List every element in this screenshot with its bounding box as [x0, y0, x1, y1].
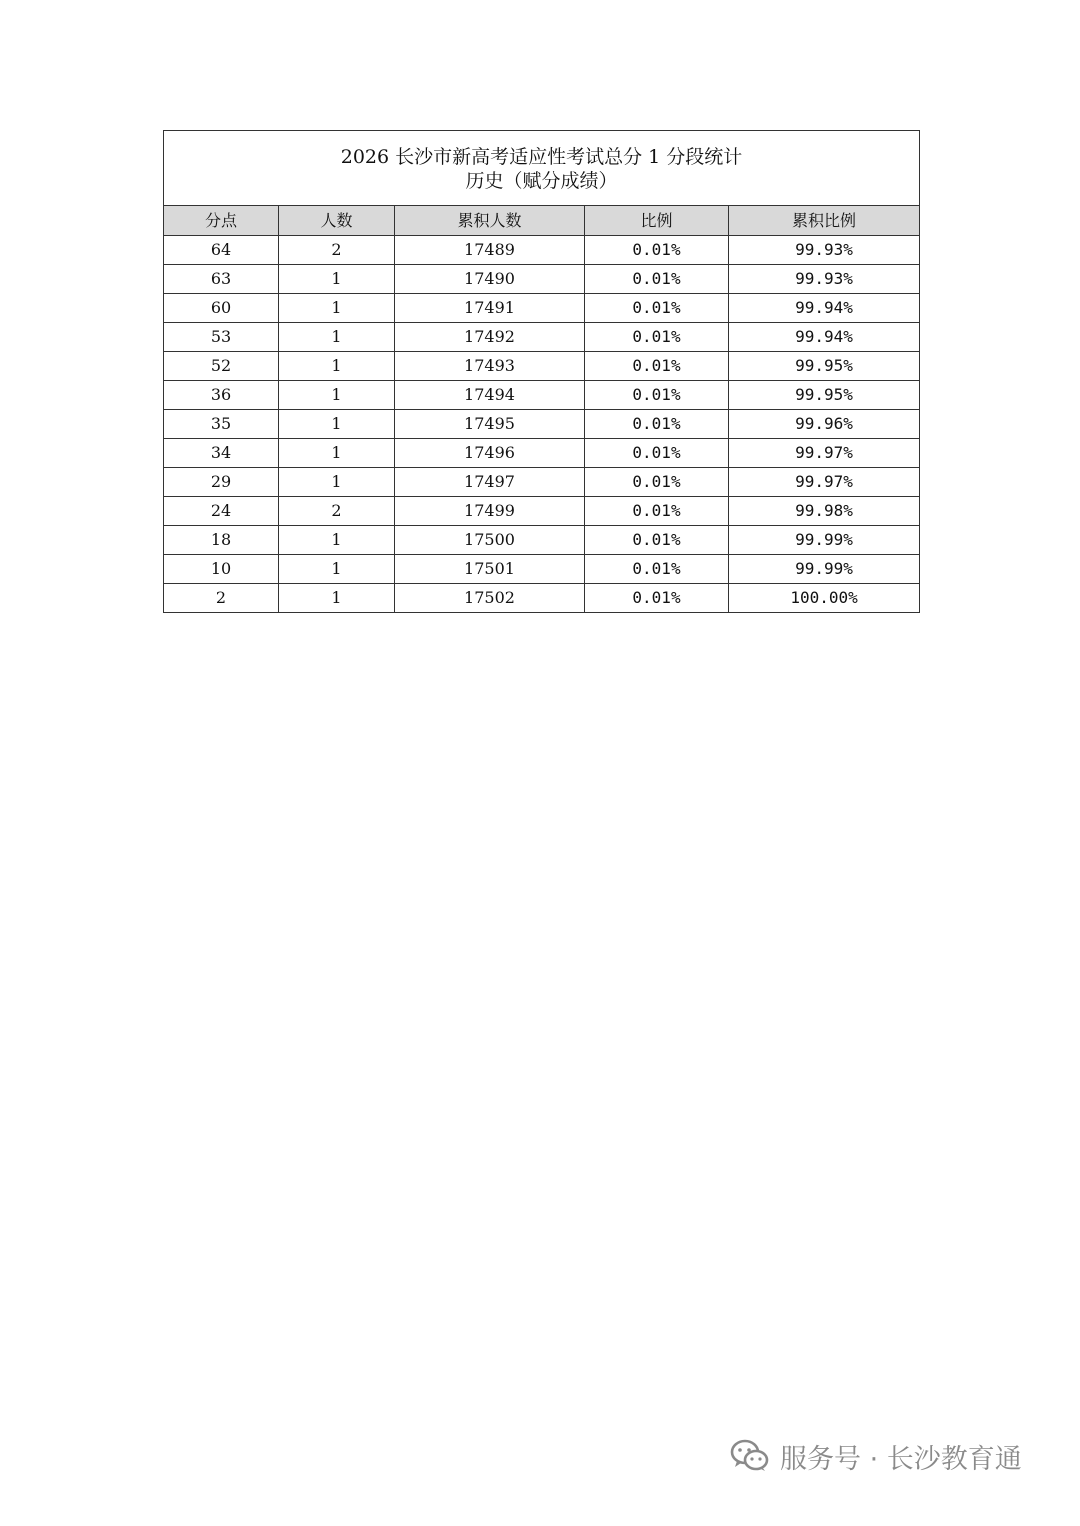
cell-ratio: 0.01% — [585, 584, 729, 613]
table-row — [164, 497, 920, 526]
cell-ratio: 0.01% — [585, 497, 729, 526]
cell-score: 18 — [164, 526, 279, 555]
cell-cumulative-ratio: 99.97% — [729, 439, 920, 468]
table-row — [164, 352, 920, 381]
score-distribution-sheet — [163, 130, 919, 613]
cell-cumulative-count: 17494 — [395, 381, 585, 410]
cell-score: 52 — [164, 352, 279, 381]
cell-cumulative-count: 17501 — [395, 555, 585, 584]
header-cumulative-ratio: 累积比例 — [729, 206, 920, 236]
header-ratio: 比例 — [585, 206, 729, 236]
cell-cumulative-count: 17497 — [395, 468, 585, 497]
table-row — [164, 468, 920, 497]
cell-cumulative-ratio: 99.97% — [729, 468, 920, 497]
table-row — [164, 323, 920, 352]
cell-cumulative-ratio: 99.94% — [729, 294, 920, 323]
table-title — [164, 131, 920, 206]
cell-ratio: 0.01% — [585, 555, 729, 584]
table-row — [164, 381, 920, 410]
cell-score: 29 — [164, 468, 279, 497]
cell-count: 1 — [279, 323, 395, 352]
cell-cumulative-ratio: 99.96% — [729, 410, 920, 439]
cell-ratio: 0.01% — [585, 236, 729, 265]
cell-cumulative-ratio: 99.95% — [729, 352, 920, 381]
cell-score: 10 — [164, 555, 279, 584]
cell-cumulative-count: 17499 — [395, 497, 585, 526]
cell-score: 60 — [164, 294, 279, 323]
cell-cumulative-count: 17496 — [395, 439, 585, 468]
cell-cumulative-count: 17502 — [395, 584, 585, 613]
cell-cumulative-ratio: 100.00% — [729, 584, 920, 613]
cell-cumulative-count: 17493 — [395, 352, 585, 381]
cell-cumulative-ratio: 99.99% — [729, 555, 920, 584]
header-cumulative-count: 累积人数 — [395, 206, 585, 236]
table-title-line2: 历史（赋分成绩） — [465, 170, 618, 192]
cell-count: 1 — [279, 381, 395, 410]
cell-cumulative-ratio: 99.95% — [729, 381, 920, 410]
cell-ratio: 0.01% — [585, 294, 729, 323]
table-row — [164, 294, 920, 323]
cell-count: 1 — [279, 265, 395, 294]
header-row — [164, 206, 920, 236]
table-row — [164, 584, 920, 613]
cell-score: 53 — [164, 323, 279, 352]
cell-cumulative-ratio: 99.93% — [729, 236, 920, 265]
table-row — [164, 439, 920, 468]
cell-ratio: 0.01% — [585, 323, 729, 352]
table-title-line1: 2026 长沙市新高考适应性考试总分 1 分段统计 — [340, 146, 743, 168]
title-row — [164, 131, 920, 206]
cell-score: 24 — [164, 497, 279, 526]
cell-count: 2 — [279, 236, 395, 265]
cell-ratio: 0.01% — [585, 381, 729, 410]
table-row — [164, 410, 920, 439]
cell-score: 35 — [164, 410, 279, 439]
cell-cumulative-ratio: 99.94% — [729, 323, 920, 352]
cell-cumulative-ratio: 99.93% — [729, 265, 920, 294]
cell-count: 2 — [279, 497, 395, 526]
cell-score: 36 — [164, 381, 279, 410]
table-row — [164, 265, 920, 294]
cell-cumulative-count: 17489 — [395, 236, 585, 265]
wechat-icon — [730, 1439, 770, 1473]
cell-cumulative-count: 17491 — [395, 294, 585, 323]
cell-ratio: 0.01% — [585, 265, 729, 294]
cell-cumulative-count: 17500 — [395, 526, 585, 555]
cell-ratio: 0.01% — [585, 410, 729, 439]
table-row — [164, 555, 920, 584]
cell-ratio: 0.01% — [585, 526, 729, 555]
wechat-watermark — [730, 1431, 1022, 1481]
cell-ratio: 0.01% — [585, 439, 729, 468]
cell-score: 34 — [164, 439, 279, 468]
table-row — [164, 526, 920, 555]
score-distribution-table — [163, 130, 920, 613]
header-count: 人数 — [279, 206, 395, 236]
cell-score: 2 — [164, 584, 279, 613]
cell-count: 1 — [279, 526, 395, 555]
cell-count: 1 — [279, 352, 395, 381]
cell-count: 1 — [279, 294, 395, 323]
cell-cumulative-count: 17492 — [395, 323, 585, 352]
header-score: 分点 — [164, 206, 279, 236]
cell-count: 1 — [279, 555, 395, 584]
cell-ratio: 0.01% — [585, 468, 729, 497]
cell-score: 63 — [164, 265, 279, 294]
cell-ratio: 0.01% — [585, 352, 729, 381]
table-row — [164, 236, 920, 265]
cell-count: 1 — [279, 439, 395, 468]
cell-cumulative-count: 17495 — [395, 410, 585, 439]
watermark-text: 服务号 · 长沙教育通 — [780, 1443, 1022, 1475]
cell-count: 1 — [279, 468, 395, 497]
cell-count: 1 — [279, 584, 395, 613]
cell-count: 1 — [279, 410, 395, 439]
cell-cumulative-ratio: 99.98% — [729, 497, 920, 526]
cell-score: 64 — [164, 236, 279, 265]
cell-cumulative-count: 17490 — [395, 265, 585, 294]
cell-cumulative-ratio: 99.99% — [729, 526, 920, 555]
